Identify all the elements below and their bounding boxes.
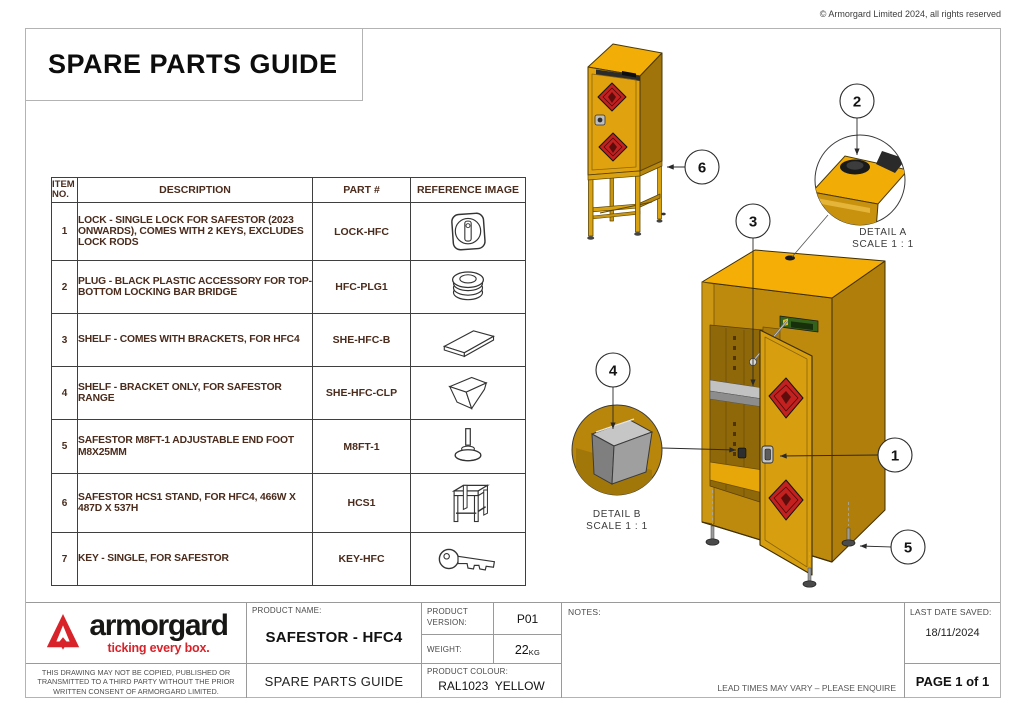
svg-text:4: 4 — [608, 362, 618, 380]
svg-text:2: 2 — [852, 93, 862, 111]
cell-item: 1 — [52, 203, 78, 261]
page-number: PAGE 1 of 1 — [904, 663, 1000, 698]
cell-item: 2 — [52, 261, 78, 314]
cell-description: SAFESTOR M8FT-1 ADJUSTABLE END FOOT M8X25MM — [78, 420, 313, 474]
product-colour-label: PRODUCT COLOUR: — [427, 667, 509, 676]
bracket-ref-icon — [440, 372, 496, 414]
disclaimer: THIS DRAWING MAY NOT BE COPIED, PUBLISHED OR TRANSMITTED TO A THIRD PARTY WITHOUT THE PRIOR WRITTEN CONSENT OF ARMORGARD LIMITED. — [26, 663, 246, 698]
svg-text:6: 6 — [697, 159, 707, 177]
open-door — [760, 330, 812, 575]
detail-a-view — [792, 135, 914, 257]
callout-4 — [596, 353, 630, 387]
last-saved-cell — [904, 602, 1000, 663]
product-colour-value: RAL1023 YELLOW — [438, 679, 545, 693]
brand-name: armorgard — [89, 609, 228, 642]
copyright-text: © Armorgard Limited 2024, all rights reserved — [819, 9, 1001, 19]
table-header-row — [52, 178, 526, 203]
cell-part: SHE-HFC-CLP — [313, 367, 411, 420]
lead-times-note: LEAD TIMES MAY VARY – PLEASE ENQUIRE — [717, 683, 896, 693]
cell-reference-image — [411, 533, 526, 586]
detail-b-label: DETAIL B — [592, 509, 642, 520]
top-plug — [785, 256, 795, 261]
lock-ref-icon — [439, 210, 497, 254]
foot-ref-icon — [442, 425, 494, 469]
key-ref-icon — [436, 539, 500, 579]
cell-part: HCS1 — [313, 474, 411, 533]
col-header-reference-image: REFERENCE IMAGE — [411, 178, 526, 203]
cell-part: KEY-HFC — [313, 533, 411, 586]
cell-part: SHE-HFC-B — [313, 314, 411, 367]
cell-description: LOCK - SINGLE LOCK FOR SAFESTOR (2023 ONWARDS), COMES WITH 2 KEYS, EXCLUDES LOCK RODS — [78, 203, 313, 261]
logo-text — [89, 611, 227, 655]
cell-reference-image — [411, 474, 526, 533]
cell-description: PLUG - BLACK PLASTIC ACCESSORY FOR TOP-BOTTOM LOCKING BAR BRIDGE — [78, 261, 313, 314]
detail-b-scale: SCALE 1 : 1 — [586, 521, 648, 532]
table-row — [52, 203, 526, 261]
cell-part: LOCK-HFC — [313, 203, 411, 261]
open-cabinet-illustration — [702, 250, 885, 587]
svg-text:5: 5 — [903, 539, 913, 557]
table-row — [52, 367, 526, 420]
product-name-label: PRODUCT NAME: — [252, 606, 322, 615]
cell-reference-image — [411, 420, 526, 474]
product-version-label: PRODUCT VERSION: — [421, 602, 493, 634]
cell-description: KEY - SINGLE, FOR SAFESTOR — [78, 533, 313, 586]
doc-type-cell: SPARE PARTS GUIDE — [246, 663, 421, 698]
cell-item: 6 — [52, 474, 78, 533]
product-name-cell — [246, 602, 421, 663]
col-header-part: PART # — [313, 178, 411, 203]
svg-text:1: 1 — [890, 447, 900, 465]
title-box — [25, 28, 363, 101]
last-saved-label: LAST DATE SAVED: — [910, 607, 992, 617]
cell-description: SHELF - BRACKET ONLY, FOR SAFESTOR RANGE — [78, 367, 313, 420]
cell-reference-image — [411, 367, 526, 420]
callout-6 — [685, 150, 719, 184]
table-row — [52, 420, 526, 474]
cabinet-on-stand-illustration — [587, 44, 666, 240]
plug-ref-icon — [439, 266, 497, 308]
cell-reference-image — [411, 261, 526, 314]
cell-reference-image — [411, 314, 526, 367]
callout-2 — [840, 84, 874, 118]
svg-text:3: 3 — [748, 213, 758, 231]
logo-cell — [26, 602, 246, 663]
col-header-item: ITEM NO. — [52, 178, 78, 203]
notes-cell — [561, 602, 904, 698]
technical-drawing — [540, 30, 1010, 605]
table-row — [52, 533, 526, 586]
cell-item: 4 — [52, 367, 78, 420]
cell-part: HFC-PLG1 — [313, 261, 411, 314]
col-header-description: DESCRIPTION — [78, 178, 313, 203]
drawing-frame — [25, 28, 1001, 698]
notes-label: NOTES: — [568, 607, 601, 617]
table-row — [52, 261, 526, 314]
stand-ref-icon — [441, 478, 495, 528]
table-row — [52, 314, 526, 367]
cell-reference-image — [411, 203, 526, 261]
weight-label: WEIGHT: — [421, 634, 493, 663]
product-name-value: SAFESTOR - HFC4 — [265, 629, 403, 646]
callout-1 — [878, 438, 912, 472]
table-row — [52, 474, 526, 533]
product-version-value: P01 — [493, 602, 561, 634]
detail-a-label: DETAIL A — [859, 227, 907, 238]
brand-tagline: ticking every box. — [107, 641, 210, 655]
shelf-ref-icon — [437, 319, 499, 361]
cell-part: M8FT-1 — [313, 420, 411, 474]
callout-3 — [736, 204, 770, 238]
callout-5 — [891, 530, 925, 564]
detail-a-scale: SCALE 1 : 1 — [852, 239, 914, 250]
parts-table — [51, 177, 526, 586]
page-title: SPARE PARTS GUIDE — [48, 49, 338, 79]
cell-description: SHELF - COMES WITH BRACKETS, FOR HFC4 — [78, 314, 313, 367]
shelf-bracket-location — [738, 448, 746, 458]
title-block — [26, 602, 1000, 698]
last-saved-value: 18/11/2024 — [925, 627, 980, 639]
door-lock — [762, 446, 773, 463]
armorgard-logo-icon — [44, 613, 82, 653]
product-colour-cell — [421, 663, 561, 698]
cell-description: SAFESTOR HCS1 STAND, FOR HFC4, 466W X 487D X 537H — [78, 474, 313, 533]
weight-value: 22 KG — [493, 634, 561, 663]
cell-item: 7 — [52, 533, 78, 586]
cell-item: 3 — [52, 314, 78, 367]
cell-item: 5 — [52, 420, 78, 474]
